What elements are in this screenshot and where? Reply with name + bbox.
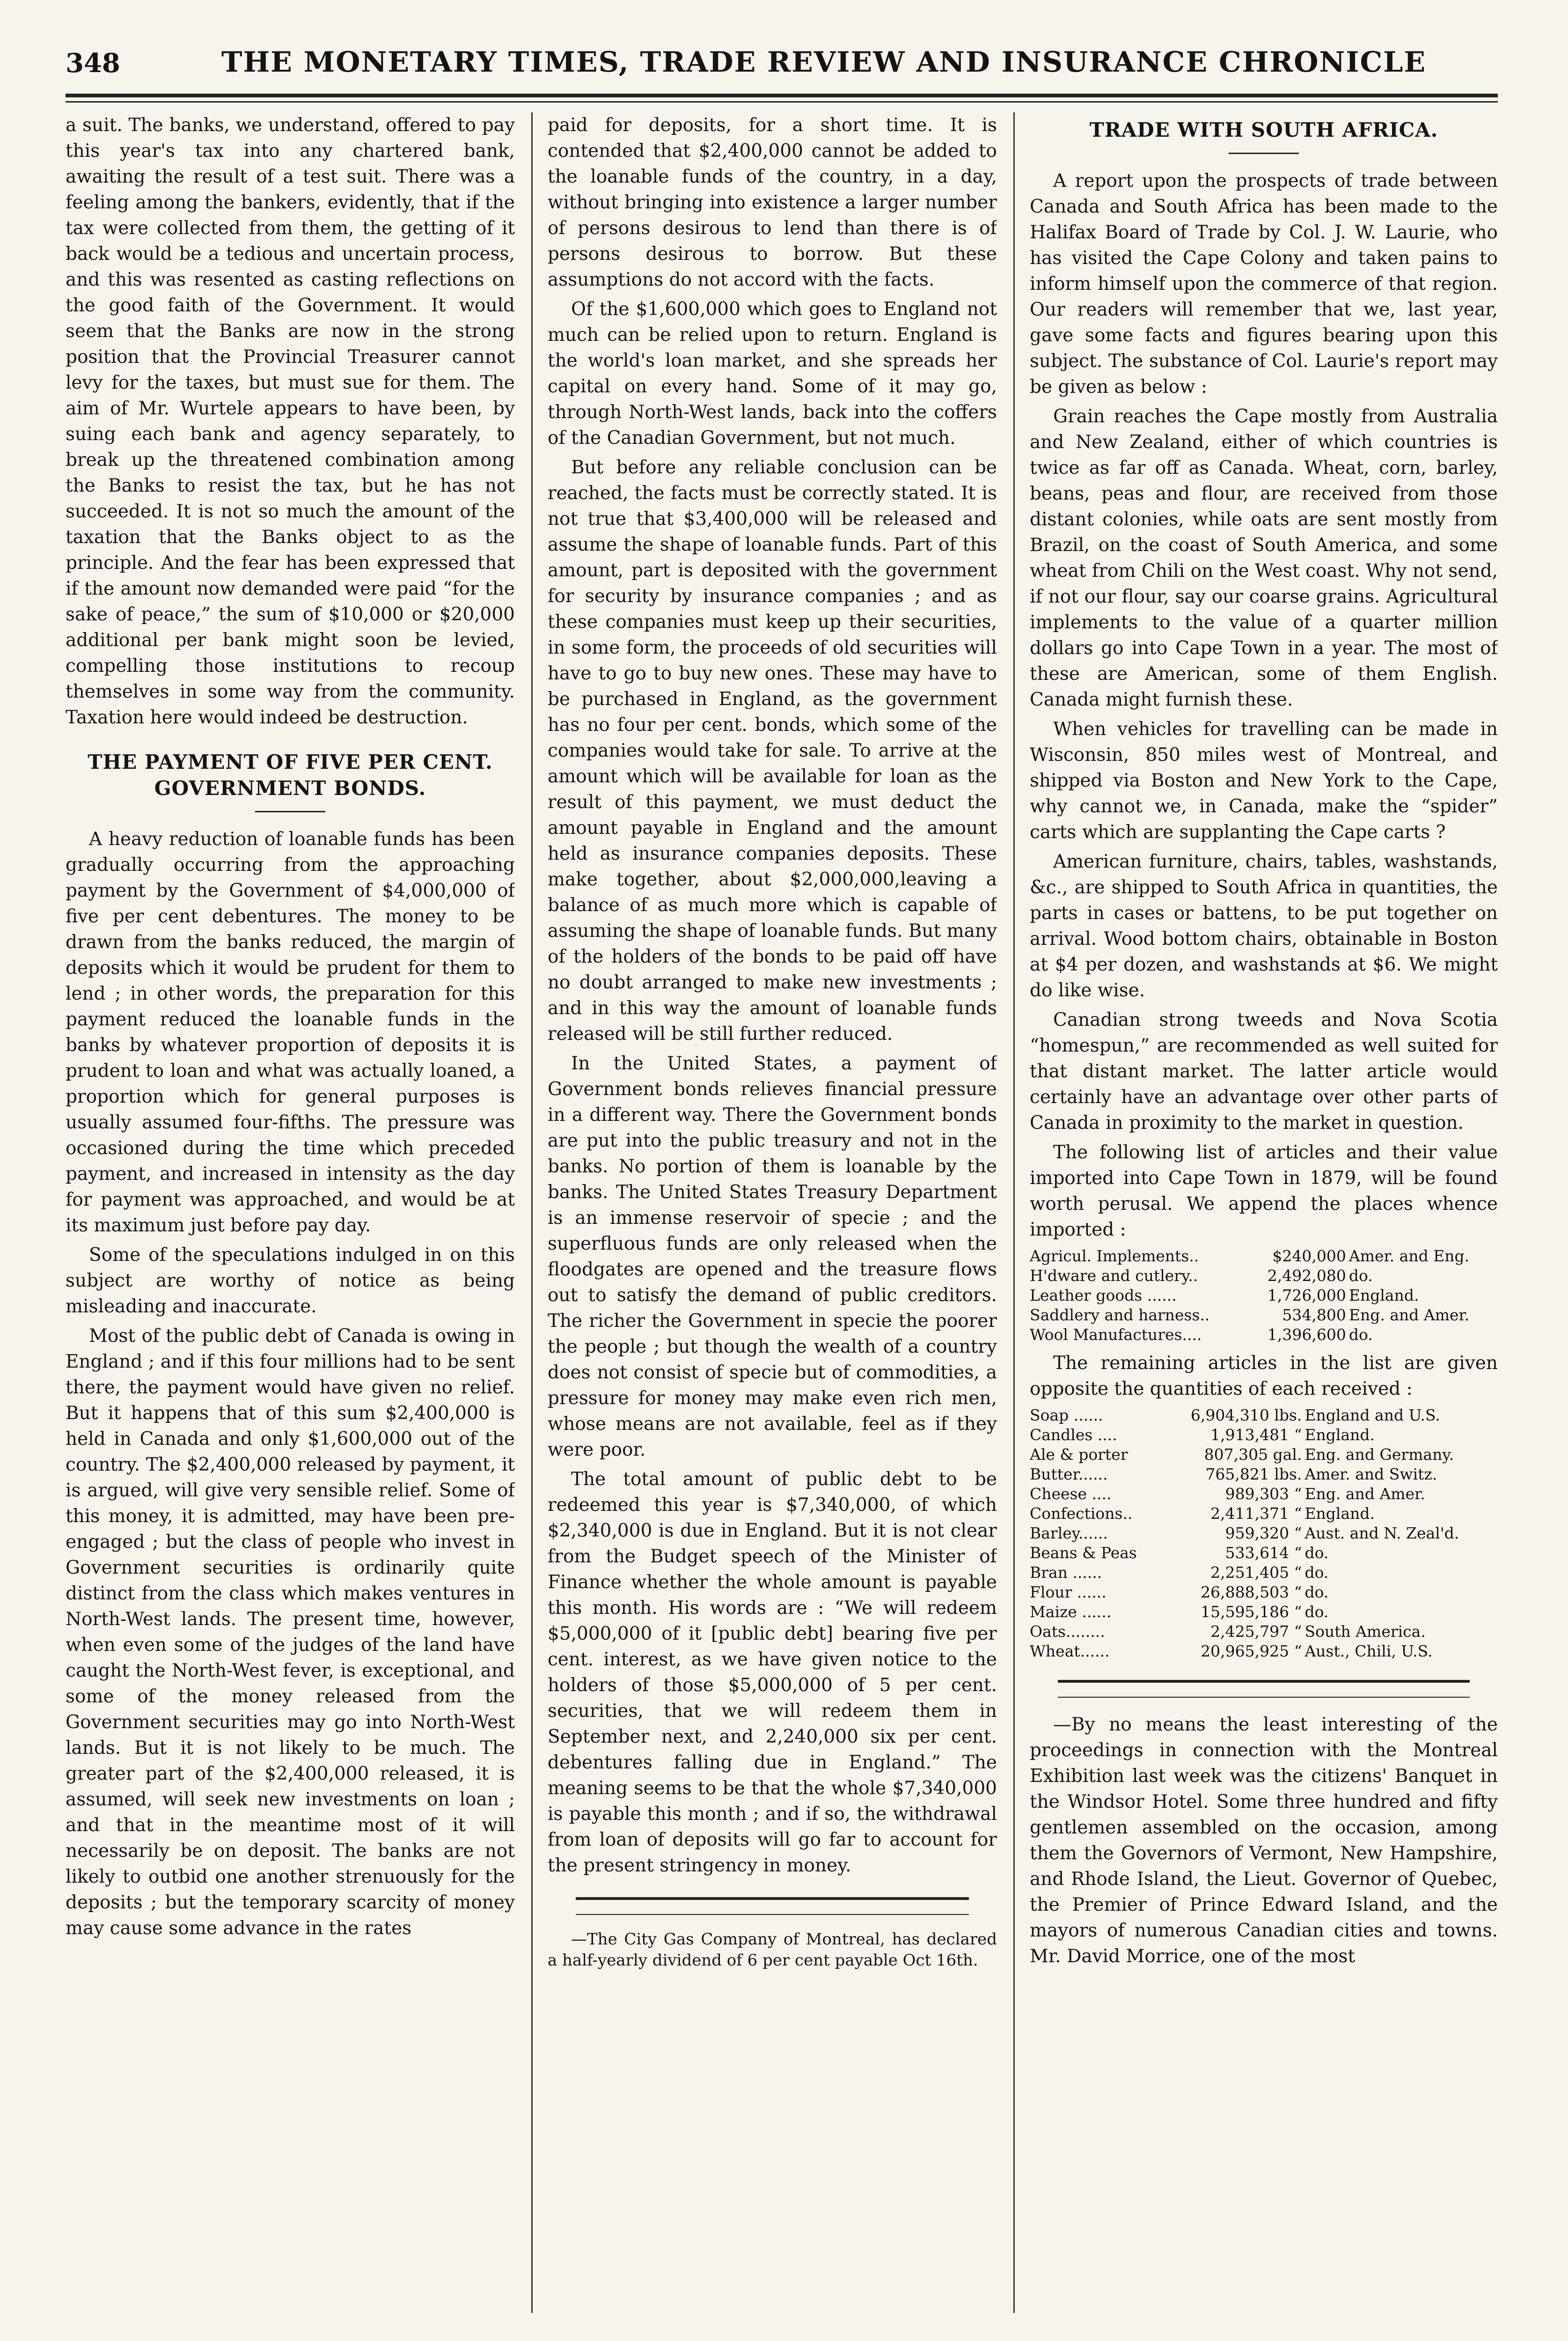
article-heading: THE PAYMENT OF FIVE PER CENT. GOVERNMENT BONDS. xyxy=(88,751,493,800)
origin-cell: do. xyxy=(1348,1266,1373,1285)
table-row xyxy=(1030,1484,1498,1504)
amount-cell: 959,320 “ xyxy=(1225,1524,1302,1542)
heading-rule xyxy=(255,811,325,812)
article-paragraph: When vehicles for travelling can be made in Wisconsin, 850 miles west of Montreal, and shipped via Boston and New York to the Cape, why cannot we, in Canada, make the “spider” carts which are supplanting the Cape carts ? xyxy=(1030,719,1498,843)
article-paragraph: Some of the speculations indulged in on this subject are worthy of notice as being misleading and inaccurate. xyxy=(66,1244,515,1317)
table-row xyxy=(1030,1583,1498,1602)
article-paragraph: —By no means the least interesting of the proceedings in connection with the Montreal Exhibition last week was the citizens' Banquet in the Windsor Hotel. Some three hundred and fifty gentlemen assembled on the occasion, among them the Governors of Vermont, New Hampshire, and Rhode Island, the Lieut. Governor of Quebec, the Premier of Prince Edward Island, and the mayors of numerous Canadian cities and towns. Mr. David Morrice, one of the most xyxy=(1030,1714,1498,1967)
header-rule xyxy=(66,94,1498,97)
article-name-cell: Saddlery and harness.. xyxy=(1030,1306,1210,1324)
table-row xyxy=(1030,1642,1498,1661)
origin-cell: Amer. and Eng. xyxy=(1348,1247,1470,1265)
section-rule-thin xyxy=(1058,1697,1470,1698)
origin-cell: England. xyxy=(1304,1426,1375,1444)
origin-cell: Aust. and N. Zeal'd. xyxy=(1304,1524,1459,1542)
origin-cell: do. xyxy=(1304,1603,1329,1621)
origin-cell: do. xyxy=(1304,1563,1329,1582)
section-rule xyxy=(1058,1680,1470,1683)
article-name-cell: H'dware and cutlery.. xyxy=(1030,1266,1198,1285)
article-heading: TRADE WITH SOUTH AFRICA. xyxy=(1089,118,1438,141)
header-rule-thin xyxy=(66,101,1498,103)
origin-cell: do. xyxy=(1348,1325,1373,1344)
amount-cell: 534,800 xyxy=(1282,1306,1346,1324)
amount-cell: 2,492,080 xyxy=(1267,1266,1346,1285)
import-value-table xyxy=(1030,1246,1498,1345)
origin-cell: Eng. and Germany. xyxy=(1304,1445,1454,1464)
origin-cell: do. xyxy=(1304,1583,1329,1601)
table-row xyxy=(1030,1425,1498,1445)
origin-cell: South America. xyxy=(1304,1622,1426,1641)
article-name-cell: Confections.. xyxy=(1030,1504,1133,1523)
article-name-cell: Oats........ xyxy=(1030,1622,1105,1641)
table-row xyxy=(1030,1305,1498,1325)
article-name-cell: Soap ...... xyxy=(1030,1406,1103,1424)
article-name-cell: Wool Manufactures.... xyxy=(1030,1325,1202,1344)
table-row xyxy=(1030,1325,1498,1345)
origin-cell: Amer. and Switz. xyxy=(1304,1465,1437,1483)
amount-cell: 26,888,503 “ xyxy=(1201,1583,1302,1601)
column-right xyxy=(1030,112,1498,2313)
article-name-cell: Leather goods ...... xyxy=(1030,1286,1177,1304)
article-name-cell: Candles .... xyxy=(1030,1426,1117,1444)
article-paragraph: The remaining articles in the list are given opposite the quantities of each received : xyxy=(1030,1353,1498,1399)
section-rule-thin xyxy=(576,1914,969,1915)
amount-cell: 989,303 “ xyxy=(1225,1485,1302,1503)
amount-cell: 1,913,481 “ xyxy=(1210,1426,1302,1444)
article-paragraph: Canadian strong tweeds and Nova Scotia “homespun,” are recommended as well suited for that distant market. The latter article would certainly have an advantage over other parts of Canada in proximity to the market in question. xyxy=(1030,1009,1498,1134)
table-row xyxy=(1030,1406,1498,1425)
table-row xyxy=(1030,1563,1498,1583)
article-name-cell: Bran ...... xyxy=(1030,1563,1102,1582)
amount-cell: 2,251,405 “ xyxy=(1210,1563,1302,1582)
origin-cell: Eng. and Amer. xyxy=(1348,1306,1470,1324)
article-name-cell: Ale & porter xyxy=(1030,1445,1128,1464)
amount-cell: 807,305 gal. xyxy=(1204,1445,1302,1464)
article-paragraph: A heavy reduction of loanable funds has been gradually occurring from the approaching payment by the Government of $4,000,000 of five per cent debentures. The money to be drawn from the banks reduced, the margin of deposits which it would be prudent for them to lend ; in other words, the preparation for this payment reduced the loanable funds in the banks by whatever proportion of deposits it is prudent to loan and what was actually loaned, a proportion which for general purposes is usually assumed four-fifths. The pressure was occasioned during the time which preceded payment, and increased in intensity as the day for payment was approached, and would be at its maximum just before pay day. xyxy=(66,829,515,1236)
table-row xyxy=(1030,1246,1498,1266)
table-row xyxy=(1030,1286,1498,1305)
table-row xyxy=(1030,1622,1498,1642)
column-middle xyxy=(548,112,997,2313)
page-number: 348 xyxy=(66,48,120,79)
amount-cell: 765,821 lbs. xyxy=(1205,1465,1302,1483)
table-row xyxy=(1030,1465,1498,1484)
amount-cell: $240,000 xyxy=(1272,1247,1346,1265)
article-paragraph: Grain reaches the Cape mostly from Australia and New Zealand, either of which countries is twice as far off as Canada. Wheat, corn, barley, beans, peas and flour, are received from those distant colonies, while oats are sent mostly from Brazil, on the coast of South America, and some wheat from Chili on the West coast. Why not send, if not our flour, say our coarse grains. Agricultural implements to the value of a quarter million dollars go into Cape Town in a year. The most of these are American, some of them English. Canada might furnish these. xyxy=(1030,406,1498,710)
column-divider xyxy=(1013,112,1015,2313)
masthead-title: THE MONETARY TIMES, TRADE REVIEW AND INSURANCE CHRONICLE xyxy=(221,46,1427,79)
table-row xyxy=(1030,1445,1498,1465)
table-row xyxy=(1030,1543,1498,1563)
column-divider xyxy=(531,112,533,2313)
amount-cell: 1,396,600 xyxy=(1267,1325,1346,1344)
amount-cell: 20,965,925 “ xyxy=(1201,1642,1302,1660)
origin-cell: Aust., Chili, U.S. xyxy=(1304,1642,1433,1660)
article-paragraph: But before any reliable conclusion can be reached, the facts must be correctly stated. It is not true that $3,400,000 will be released and assume the shape of loanable funds. Part of this amount, part is deposited with the government for security by insurance companies ; and as these companies must keep up their securities, in some form, the proceeds of old securities will have to go to buy new ones. These may have to be purchased in England, as the government has no four per cent. bonds, which some of the companies would take for sale. To arrive at the amount which will be available for loan as the result of this payment, we must deduct the amount payable in England and the amount held as insurance companies deposits. These make together, about $2,000,000,leaving a balance of as much more which is capable of assuming the shape of loanable funds. But many of the holders of the bonds to be paid off have no doubt arranged to make new investments ; and in this way the amount of loanable funds released will be still further reduced. xyxy=(548,457,997,1045)
article-name-cell: Wheat...... xyxy=(1030,1642,1110,1660)
newspaper-page xyxy=(66,37,1498,2313)
article-paragraph: a suit. The banks, we understand, offered to pay this year's tax into any chartered bank, awaiting the result of a test suit. There was a feeling among the bankers, evidently, that if the tax were collected from them, the getting of it back would be a tedious and uncertain process, and this was resented as casting reflections on the good faith of the Government. It would seem that the Banks are now in the strong position that the Provincial Treasurer cannot levy for the taxes, but must sue for them. The aim of Mr. Wurtele appears to have been, by suing each bank and agency separately, to break up the threatened combination among the Banks to resist the tax, but he has not succeeded. It is not so much the amount of the taxation that the Banks object to as the principle. And the fear has been expressed that if the amount now demanded were paid “for the sake of peace,” the sum of $10,000 or $20,000 additional per bank might soon be levied, compelling those institutions to recoup themselves in some way from the community. Taxation here would indeed be destruction. xyxy=(66,115,515,728)
article-paragraph: paid for deposits, for a short time. It is contended that $2,400,000 cannot be added to the loanable funds of the country, in a day, without bringing into existence a larger number of persons desirous to lend than there is of persons desirous to borrow. But these assumptions do not accord with the facts. xyxy=(548,115,997,290)
article-paragraph: A report upon the prospects of trade between Canada and South Africa has been made to the Halifax Board of Trade by Col. J. W. Laurie, who has visited the Cape Colony and taken pains to inform himself upon the commerce of that region. Our readers will remember that we, last year, gave some facts and figures bearing upon this subject. The substance of Col. Laurie's report may be given as below : xyxy=(1030,170,1498,398)
table-row xyxy=(1030,1524,1498,1543)
column-left xyxy=(66,112,515,2313)
amount-cell: 533,614 “ xyxy=(1225,1544,1302,1562)
origin-cell: England. xyxy=(1348,1286,1419,1304)
article-name-cell: Butter...... xyxy=(1030,1465,1108,1483)
amount-cell: 15,595,186 “ xyxy=(1201,1603,1302,1621)
amount-cell: 1,726,000 xyxy=(1267,1286,1346,1304)
origin-cell: Eng. and Amer. xyxy=(1304,1485,1425,1503)
columns xyxy=(66,112,1498,2313)
amount-cell: 2,411,371 “ xyxy=(1210,1504,1302,1523)
article-name-cell: Cheese .... xyxy=(1030,1485,1112,1503)
amount-cell: 2,425,797 “ xyxy=(1210,1622,1302,1641)
article-name-cell: Barley...... xyxy=(1030,1524,1108,1542)
section-rule xyxy=(576,1897,969,1900)
article-name-cell: Maize ...... xyxy=(1030,1603,1112,1621)
import-quantity-table xyxy=(1030,1406,1498,1661)
amount-cell: 6,904,310 lbs. xyxy=(1190,1406,1302,1424)
article-name-cell: Flour ...... xyxy=(1030,1583,1106,1601)
heading-rule xyxy=(1229,153,1299,154)
article-name-cell: Beans & Peas xyxy=(1030,1544,1137,1562)
article-name-cell: Agricul. Implements.. xyxy=(1030,1247,1199,1265)
origin-cell: do. xyxy=(1304,1544,1329,1562)
article-paragraph: American furniture, chairs, tables, washstands, &c., are shipped to South Africa in quantities, the parts in cases or battens, to be put together on arrival. Wood bottom chairs, obtainable in Boston at $4 per dozen, and washstands at $6. We might do like wise. xyxy=(1030,851,1498,1001)
table-row xyxy=(1030,1504,1498,1524)
article-paragraph: Of the $1,600,000 which goes to England not much can be relied upon to return. England is the world's loan market, and she spreads her capital on every hand. Some of it may go, through North-West lands, back into the coffers of the Canadian Government, but not much. xyxy=(548,299,997,449)
article-paragraph: In the United States, a payment of Government bonds relieves financial pressure in a different way. There the Government bonds are put into the public treasury and not in the banks. No portion of them is loanable by the banks. The United States Treasury Department is an immense reservoir of specie ; and the superfluous funds are only released when the floodgates are opened and the treasure flows out to satisfy the demand of public creditors. The richer the Government in specie the poorer the people ; but though the wealth of a country does not consist of specie but of commodities, a pressure for money may make even rich men, whose means are not available, feel as if they were poor. xyxy=(548,1053,997,1460)
page-header xyxy=(66,37,1498,108)
news-note: —The City Gas Company of Montreal, has declared a half-yearly dividend of 6 per cent payable Oct 16th. xyxy=(548,1930,997,1970)
origin-cell: England and U.S. xyxy=(1304,1406,1440,1424)
table-row xyxy=(1030,1602,1498,1622)
article-paragraph: The following list of articles and their value imported into Cape Town in 1879, will be found worth perusal. We append the places whence imported : xyxy=(1030,1142,1498,1240)
article-paragraph: Most of the public debt of Canada is owing in England ; and if this four millions had to be sent there, the payment would have given no relief. But it happens that of this sum $2,400,000 is held in Canada and only $1,600,000 out of the country. The $2,400,000 released by payment, it is argued, will give very sensible relief. Some of this money, it is admitted, may have been pre-engaged ; but the class of people who invest in Government securities is ordinarily quite distinct from the class which makes ventures in North-West lands. The present time, however, when even some of the judges of the land have caught the North-West fever, is exceptional, and some of the money released from the Government securities may go into North-West lands. But it is not likely to be much. The greater part of the $2,400,000 released, it is assumed, will seek new investments on loan ; and that in the meantime most of it will necessarily be on deposit. The banks are not likely to outbid one another strenuously for the deposits ; but the temporary scarcity of money may cause some advance in the rates xyxy=(66,1325,515,1939)
article-paragraph: The total amount of public debt to be redeemed this year is $7,340,000, of which $2,340,000 is due in England. But it is not clear from the Budget speech of the Minister of Finance whether the whole amount is payable this month. His words are : “We will redeem $5,000,000 of it [public debt] bearing five per cent. interest, as we have given notice to the holders of those $5,000,000 of 5 per cent. securities, that we will redeem them in September next, and 2,240,000 six per cent. debentures falling due in England.” The meaning seems to be that the whole $7,340,000 is payable this month ; and if so, the withdrawal from loan of deposits will go far to account for the present stringency in money. xyxy=(548,1469,997,1876)
origin-cell: England. xyxy=(1304,1504,1375,1523)
table-row xyxy=(1030,1266,1498,1286)
